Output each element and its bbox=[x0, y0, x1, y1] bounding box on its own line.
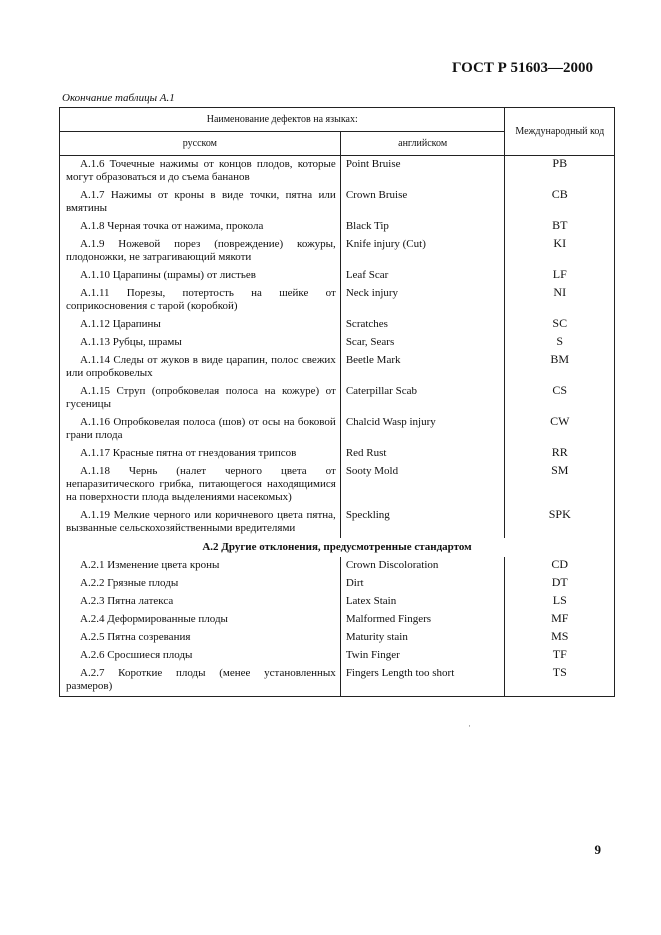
cell-russian bbox=[60, 414, 341, 445]
defect-code: MF bbox=[505, 611, 615, 629]
cell-russian bbox=[60, 665, 341, 697]
header-international-code: Международный код bbox=[505, 108, 615, 156]
cell-russian bbox=[60, 187, 341, 218]
table-row bbox=[60, 445, 615, 463]
defect-name-en: Speckling bbox=[340, 507, 505, 538]
cell-russian bbox=[60, 575, 341, 593]
defect-name-en: Malformed Fingers bbox=[340, 611, 505, 629]
table-row bbox=[60, 218, 615, 236]
cell-russian bbox=[60, 316, 341, 334]
table-row bbox=[60, 665, 615, 697]
table-row bbox=[60, 647, 615, 665]
defect-name-en: Caterpillar Scab bbox=[340, 383, 505, 414]
table-caption: Окончание таблицы А.1 bbox=[62, 92, 175, 104]
defect-code: PB bbox=[505, 156, 615, 188]
defect-name-ru: А.1.6 Точечные нажимы от концов плодов, которые могут образоваться и до съема бананов bbox=[66, 158, 336, 183]
cell-russian bbox=[60, 285, 341, 316]
defect-code: LS bbox=[505, 593, 615, 611]
defect-name-ru: А.1.11 Порезы, потертость на шейке от соприкосновения с тарой (коробкой) bbox=[66, 287, 336, 312]
defect-name-en: Fingers Length too short bbox=[340, 665, 505, 697]
defect-code: DT bbox=[505, 575, 615, 593]
table-row bbox=[60, 236, 615, 267]
defect-name-en: Scratches bbox=[340, 316, 505, 334]
scan-dot: · bbox=[468, 721, 471, 731]
defect-name-ru: А.1.19 Мелкие черного или коричневого цвета пятна, вызванные сельскохозяйственными вредителями bbox=[66, 509, 336, 534]
defect-code: BM bbox=[505, 352, 615, 383]
defect-code: TF bbox=[505, 647, 615, 665]
cell-russian bbox=[60, 507, 341, 538]
defect-name-ru: А.2.5 Пятна созревания bbox=[80, 631, 191, 643]
defect-name-en: Maturity stain bbox=[340, 629, 505, 647]
cell-russian bbox=[60, 267, 341, 285]
defect-code: BT bbox=[505, 218, 615, 236]
defect-name-en: Dirt bbox=[340, 575, 505, 593]
cell-russian bbox=[60, 383, 341, 414]
defect-name-en: Leaf Scar bbox=[340, 267, 505, 285]
cell-russian bbox=[60, 463, 341, 507]
defect-code: SPK bbox=[505, 507, 615, 538]
table-row bbox=[60, 285, 615, 316]
defect-name-ru: А.2.3 Пятна латекса bbox=[80, 595, 174, 607]
table-row bbox=[60, 187, 615, 218]
cell-russian bbox=[60, 445, 341, 463]
table-row bbox=[60, 414, 615, 445]
cell-russian bbox=[60, 156, 341, 188]
defect-code: CB bbox=[505, 187, 615, 218]
defect-name-en: Crown Bruise bbox=[340, 187, 505, 218]
header-names-group: Наименование дефектов на языках: bbox=[60, 108, 505, 132]
cell-russian bbox=[60, 236, 341, 267]
cell-russian bbox=[60, 218, 341, 236]
table-row bbox=[60, 557, 615, 575]
defect-name-ru: А.2.2 Грязные плоды bbox=[80, 577, 179, 589]
defect-name-en: Point Bruise bbox=[340, 156, 505, 188]
page-number: 9 bbox=[594, 842, 601, 857]
defect-code: MS bbox=[505, 629, 615, 647]
cell-russian bbox=[60, 647, 341, 665]
table-row bbox=[60, 267, 615, 285]
cell-russian bbox=[60, 629, 341, 647]
section-row bbox=[60, 538, 615, 557]
defect-name-ru: А.1.8 Черная точка от нажима, прокола bbox=[80, 220, 264, 232]
defect-code: RR bbox=[505, 445, 615, 463]
defect-code: SM bbox=[505, 463, 615, 507]
rows-part1 bbox=[60, 156, 615, 539]
cell-russian bbox=[60, 334, 341, 352]
defect-name-ru: А.1.16 Опробковелая полоса (шов) от осы на боковой грани плода bbox=[66, 416, 336, 441]
defect-name-en: Latex Stain bbox=[340, 593, 505, 611]
cell-russian bbox=[60, 557, 341, 575]
defect-name-en: Chalcid Wasp injury bbox=[340, 414, 505, 445]
defect-code: LF bbox=[505, 267, 615, 285]
defect-code: SC bbox=[505, 316, 615, 334]
cell-russian bbox=[60, 611, 341, 629]
defect-code: S bbox=[505, 334, 615, 352]
defect-name-ru: А.1.12 Царапины bbox=[80, 318, 161, 330]
defect-name-ru: А.1.9 Ножевой порез (повреждение) кожуры, плодоножки, не затрагивающий мякоти bbox=[66, 238, 336, 263]
defect-code: TS bbox=[505, 665, 615, 697]
defect-name-en: Neck injury bbox=[340, 285, 505, 316]
defect-name-ru: А.1.17 Красные пятна от гнездования трипсов bbox=[80, 447, 297, 459]
defect-code: NI bbox=[505, 285, 615, 316]
header-russian: русском bbox=[60, 132, 341, 156]
defect-name-en: Crown Discoloration bbox=[340, 557, 505, 575]
table-row bbox=[60, 383, 615, 414]
defect-name-en: Sooty Mold bbox=[340, 463, 505, 507]
table-row bbox=[60, 316, 615, 334]
defect-name-ru: А.1.10 Царапины (шрамы) от листьев bbox=[80, 269, 256, 281]
table-row bbox=[60, 507, 615, 538]
defect-name-en: Red Rust bbox=[340, 445, 505, 463]
table-row bbox=[60, 156, 615, 188]
table-row bbox=[60, 629, 615, 647]
defect-name-en: Beetle Mark bbox=[340, 352, 505, 383]
defect-name-ru: А.1.13 Рубцы, шрамы bbox=[80, 336, 182, 348]
defect-name-ru: А.2.1 Изменение цвета кроны bbox=[80, 559, 220, 571]
table-row bbox=[60, 593, 615, 611]
table-row bbox=[60, 575, 615, 593]
table-row bbox=[60, 463, 615, 507]
defect-name-ru: А.2.6 Сросшиеся плоды bbox=[80, 649, 193, 661]
defects-table bbox=[59, 107, 615, 697]
cell-russian bbox=[60, 593, 341, 611]
rows-part2 bbox=[60, 557, 615, 697]
defect-name-en: Black Tip bbox=[340, 218, 505, 236]
defect-name-en: Scar, Sears bbox=[340, 334, 505, 352]
defect-code: KI bbox=[505, 236, 615, 267]
table-row bbox=[60, 334, 615, 352]
defect-code: CD bbox=[505, 557, 615, 575]
table-row bbox=[60, 611, 615, 629]
defect-code: CS bbox=[505, 383, 615, 414]
cell-russian bbox=[60, 352, 341, 383]
defect-name-ru: А.1.14 Следы от жуков в виде царапин, полос свежих или опробковелых bbox=[66, 354, 336, 379]
table-row bbox=[60, 352, 615, 383]
header-english: английском bbox=[340, 132, 505, 156]
defect-code: CW bbox=[505, 414, 615, 445]
defect-name-ru: А.1.15 Струп (опробковелая полоса на кожуре) от гусеницы bbox=[66, 385, 336, 410]
defect-name-en: Twin Finger bbox=[340, 647, 505, 665]
defect-name-ru: А.2.4 Деформированные плоды bbox=[80, 613, 228, 625]
defect-name-en: Knife injury (Cut) bbox=[340, 236, 505, 267]
standard-number: ГОСТ Р 51603—2000 bbox=[451, 60, 593, 76]
defect-name-ru: А.2.7 Короткие плоды (менее установленных размеров) bbox=[66, 667, 336, 692]
defect-name-ru: А.1.7 Нажимы от кроны в виде точки, пятна или вмятины bbox=[66, 189, 336, 214]
section-title: А.2 Другие отклонения, предусмотренные стандартом bbox=[60, 538, 615, 557]
defect-name-ru: А.1.18 Чернь (налет черного цвета от непаразитического грибка, питающегося находящимися на поверхности плода выделениями насекомых) bbox=[66, 465, 336, 503]
